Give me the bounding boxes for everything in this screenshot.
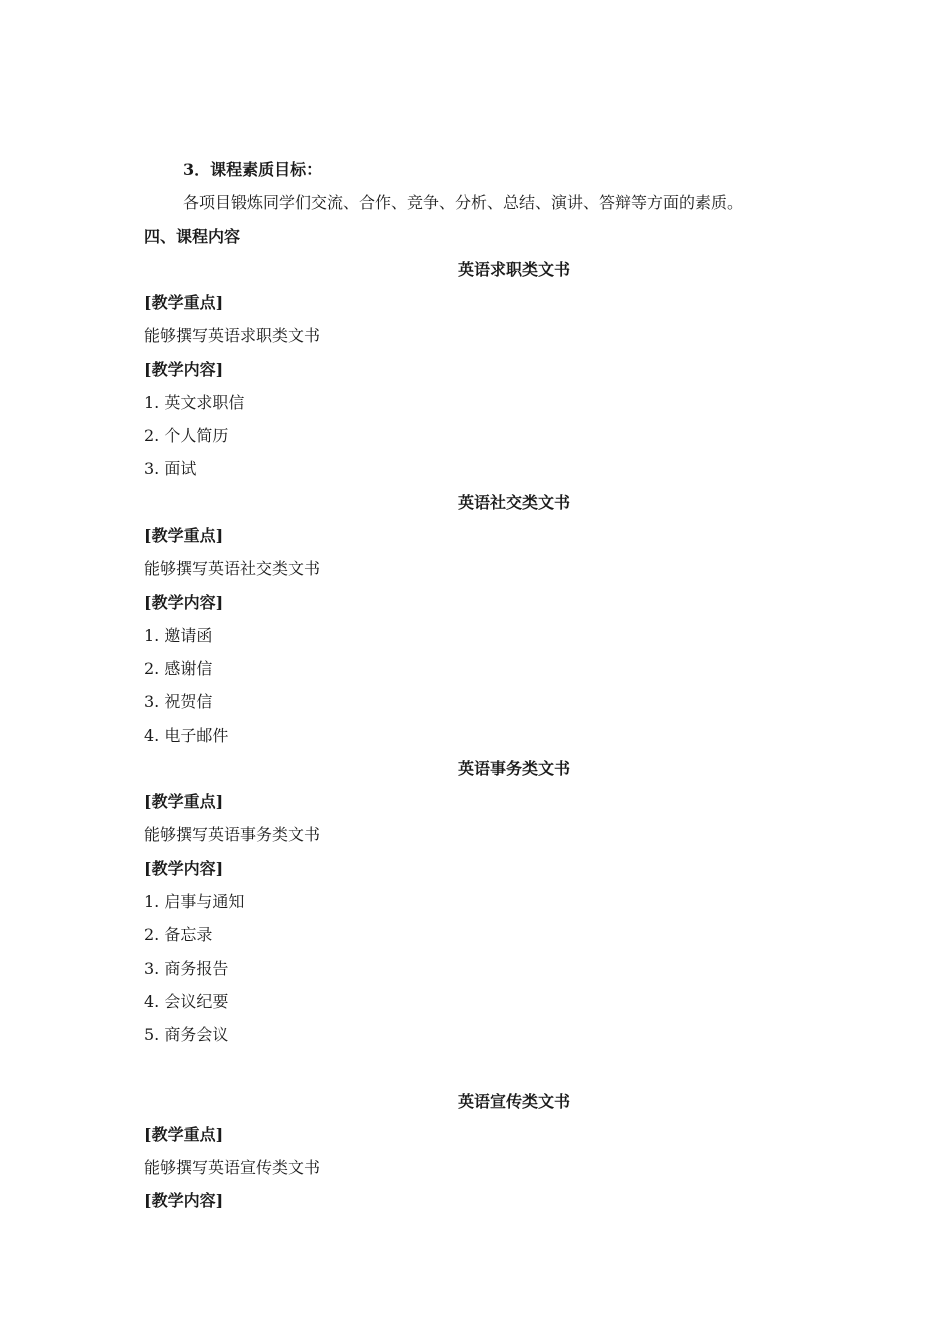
list-item: 3. 商务报告 xyxy=(144,959,229,978)
list-item: 2. 备忘录 xyxy=(144,925,213,944)
content-label: [教学内容] xyxy=(144,859,224,878)
list-item: 3. 面试 xyxy=(144,459,197,478)
section-4-heading: 四、课程内容 xyxy=(144,227,241,246)
list-item: 5. 商务会议 xyxy=(144,1025,229,1044)
focus-label: [教学重点] xyxy=(144,1125,224,1144)
content-label: [教学内容] xyxy=(144,1191,224,1210)
focus-label: [教学重点] xyxy=(144,526,224,545)
section-3-heading: 3．课程素质目标： xyxy=(183,160,323,179)
focus-text: 能够撰写英语社交类文书 xyxy=(144,559,321,578)
module-title: 英语事务类文书 xyxy=(457,759,570,778)
focus-text: 能够撰写英语求职类文书 xyxy=(144,326,321,345)
list-item: 3. 祝贺信 xyxy=(144,692,213,711)
module-title: 英语社交类文书 xyxy=(457,493,570,512)
list-item: 2. 个人简历 xyxy=(144,426,229,445)
module-title: 英语求职类文书 xyxy=(457,260,570,279)
list-item: 1. 启事与通知 xyxy=(144,892,245,911)
list-item: 4. 会议纪要 xyxy=(144,992,229,1011)
list-item: 2. 感谢信 xyxy=(144,659,213,678)
focus-label: [教学重点] xyxy=(144,293,224,312)
list-item: 1. 邀请函 xyxy=(144,626,213,645)
module-title: 英语宣传类文书 xyxy=(457,1092,570,1111)
list-item: 1. 英文求职信 xyxy=(144,393,245,412)
content-label: [教学内容] xyxy=(144,593,224,612)
content-label: [教学内容] xyxy=(144,360,224,379)
focus-text: 能够撰写英语宣传类文书 xyxy=(144,1158,321,1177)
section-3-body: 各项目锻炼同学们交流、合作、竞争、分析、总结、演讲、答辩等方面的素质。 xyxy=(183,193,744,212)
focus-text: 能够撰写英语事务类文书 xyxy=(144,825,321,844)
focus-label: [教学重点] xyxy=(144,792,224,811)
list-item: 4. 电子邮件 xyxy=(144,726,229,745)
